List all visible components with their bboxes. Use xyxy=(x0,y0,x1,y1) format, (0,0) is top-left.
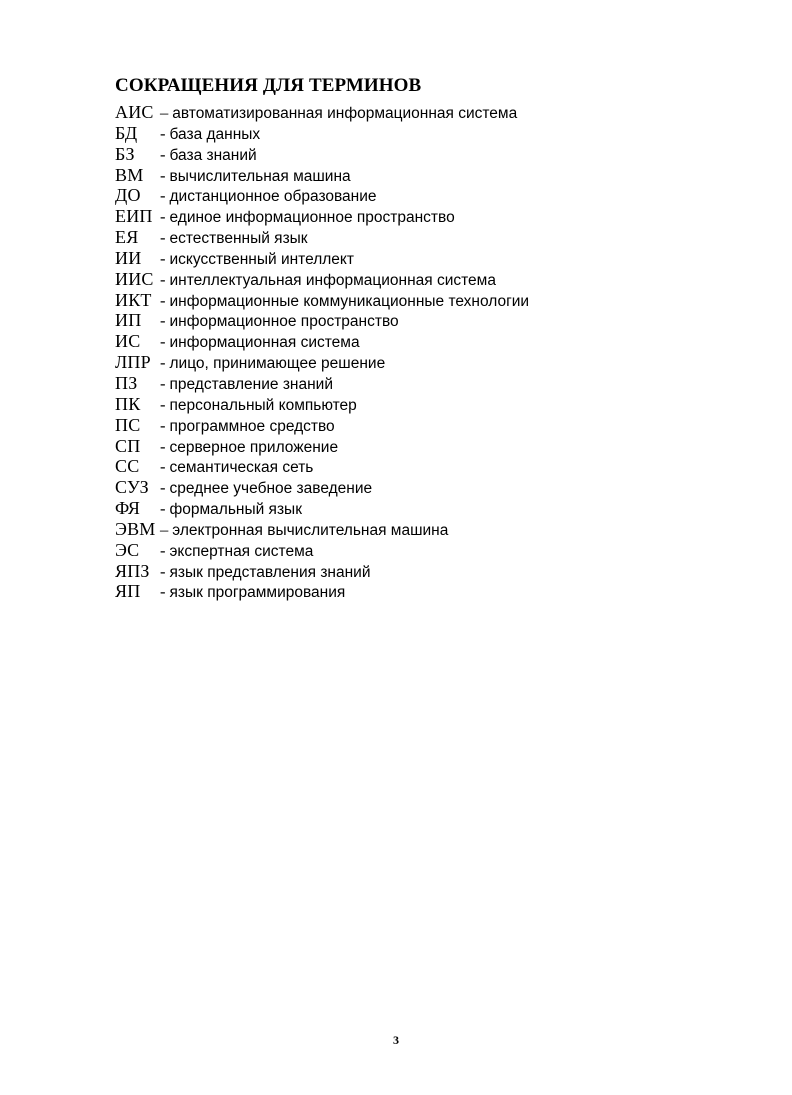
abbreviation-code: ПЗ xyxy=(115,372,138,393)
abbreviation-item xyxy=(115,102,529,123)
abbreviation-code: СП xyxy=(115,435,141,456)
abbreviation-definition: среднее учебное заведение xyxy=(169,480,373,498)
abbreviation-code: СУЗ xyxy=(115,477,149,498)
abbreviation-dash: - xyxy=(160,290,166,310)
abbreviation-code: БД xyxy=(115,122,138,143)
abbreviation-item xyxy=(115,185,529,206)
abbreviation-item xyxy=(115,227,529,248)
abbreviation-code: БЗ xyxy=(115,143,135,164)
abbreviation-item xyxy=(115,415,529,436)
abbreviation-code: ФЯ xyxy=(115,498,141,519)
abbreviation-definition: искусственный интеллект xyxy=(169,250,354,268)
abbreviation-dash: - xyxy=(160,540,166,560)
abbreviation-code: ИП xyxy=(115,310,142,331)
abbreviation-dash: - xyxy=(160,165,166,185)
abbreviation-dash: - xyxy=(160,394,166,414)
abbreviation-definition: единое информационное пространство xyxy=(169,209,455,227)
abbreviation-item xyxy=(115,165,529,186)
abbreviation-code: ПС xyxy=(115,414,141,435)
abbreviation-item xyxy=(115,456,529,477)
abbreviation-definition: информационное пространство xyxy=(169,313,399,331)
abbreviation-code: ПК xyxy=(115,393,141,414)
abbreviation-dash: - xyxy=(160,332,166,352)
abbreviation-dash: - xyxy=(160,415,166,435)
abbreviation-dash: - xyxy=(160,186,166,206)
abbreviation-definition: интеллектуальная информационная система xyxy=(169,271,496,289)
abbreviation-definition: представление знаний xyxy=(169,375,333,393)
abbreviation-item xyxy=(115,373,529,394)
abbreviation-code: ИИС xyxy=(115,268,154,289)
abbreviation-definition: электронная вычислительная машина xyxy=(172,521,449,539)
abbreviation-dash: - xyxy=(160,436,166,456)
abbreviation-dash: - xyxy=(160,269,166,289)
abbreviation-definition: вычислительная машина xyxy=(169,167,351,185)
abbreviation-definition: программное средство xyxy=(169,417,335,435)
abbreviation-definition: информационная система xyxy=(169,334,360,352)
abbreviation-dash: - xyxy=(160,561,166,581)
abbreviation-dash: - xyxy=(160,248,166,268)
abbreviation-dash: - xyxy=(160,457,166,477)
abbreviation-dash: – xyxy=(160,519,169,539)
abbreviation-item xyxy=(115,206,529,227)
abbreviation-dash: – xyxy=(160,103,169,122)
abbreviation-code: ЭВМ xyxy=(115,518,156,539)
abbreviation-code: ДО xyxy=(115,185,141,206)
abbreviation-code: ИС xyxy=(115,331,141,352)
abbreviation-code: ВМ xyxy=(115,164,144,185)
abbreviation-item xyxy=(115,331,529,352)
abbreviation-code: ЭС xyxy=(115,539,140,560)
page-title: СОКРАЩЕНИЯ ДЛЯ ТЕРМИНОВ xyxy=(115,75,422,96)
abbreviation-definition: дистанционное образование xyxy=(169,188,377,206)
abbreviation-dash: - xyxy=(160,499,166,519)
abbreviation-definition: язык представления знаний xyxy=(169,563,371,581)
abbreviation-definition: экспертная система xyxy=(169,542,314,560)
abbreviation-dash: - xyxy=(160,144,166,164)
abbreviation-definition: база данных xyxy=(169,125,261,143)
abbreviation-dash: - xyxy=(160,311,166,331)
abbreviation-item xyxy=(115,498,529,519)
abbreviation-dash: - xyxy=(160,207,166,227)
abbreviation-item xyxy=(115,123,529,144)
abbreviation-item xyxy=(115,248,529,269)
abbreviation-definition: семантическая сеть xyxy=(169,459,314,477)
abbreviation-dash: - xyxy=(160,582,166,602)
abbreviation-definition: язык программирования xyxy=(169,584,346,602)
abbreviation-code: ИКТ xyxy=(115,289,152,310)
abbreviation-dash: - xyxy=(160,353,166,373)
page-number: 3 xyxy=(393,1033,399,1047)
abbreviation-dash: - xyxy=(160,373,166,393)
abbreviation-item xyxy=(115,561,529,582)
abbreviation-code: ЯП xyxy=(115,581,141,602)
abbreviation-item xyxy=(115,310,529,331)
abbreviation-item xyxy=(115,581,529,602)
abbreviation-dash: - xyxy=(160,478,166,498)
abbreviation-item xyxy=(115,436,529,457)
abbreviation-item xyxy=(115,540,529,561)
abbreviation-definition: естественный язык xyxy=(169,230,308,248)
abbreviation-item xyxy=(115,290,529,311)
abbreviation-item xyxy=(115,394,529,415)
abbreviation-item xyxy=(115,352,529,373)
abbreviation-definition: база знаний xyxy=(169,146,257,164)
abbreviation-definition: формальный язык xyxy=(169,501,302,519)
abbreviation-code: АИС xyxy=(115,102,154,122)
abbreviation-code: СС xyxy=(115,456,140,477)
abbreviation-definition: автоматизированная информационная система xyxy=(172,105,518,122)
abbreviation-item xyxy=(115,269,529,290)
abbreviation-list xyxy=(115,102,529,602)
abbreviation-code: ЕИП xyxy=(115,206,153,227)
abbreviation-dash: - xyxy=(160,123,166,143)
abbreviation-code: ЛПР xyxy=(115,352,151,373)
abbreviation-dash: - xyxy=(160,228,166,248)
abbreviation-definition: персональный компьютер xyxy=(169,396,357,414)
abbreviation-definition: информационные коммуникационные технологии xyxy=(169,292,530,310)
abbreviation-code: ЯПЗ xyxy=(115,560,150,581)
abbreviation-item xyxy=(115,144,529,165)
abbreviation-item xyxy=(115,477,529,498)
abbreviation-definition: серверное приложение xyxy=(169,438,339,456)
abbreviation-code: ЕЯ xyxy=(115,227,139,248)
abbreviation-definition: лицо, принимающее решение xyxy=(169,355,386,373)
abbreviation-item xyxy=(115,519,529,540)
abbreviation-code: ИИ xyxy=(115,247,142,268)
